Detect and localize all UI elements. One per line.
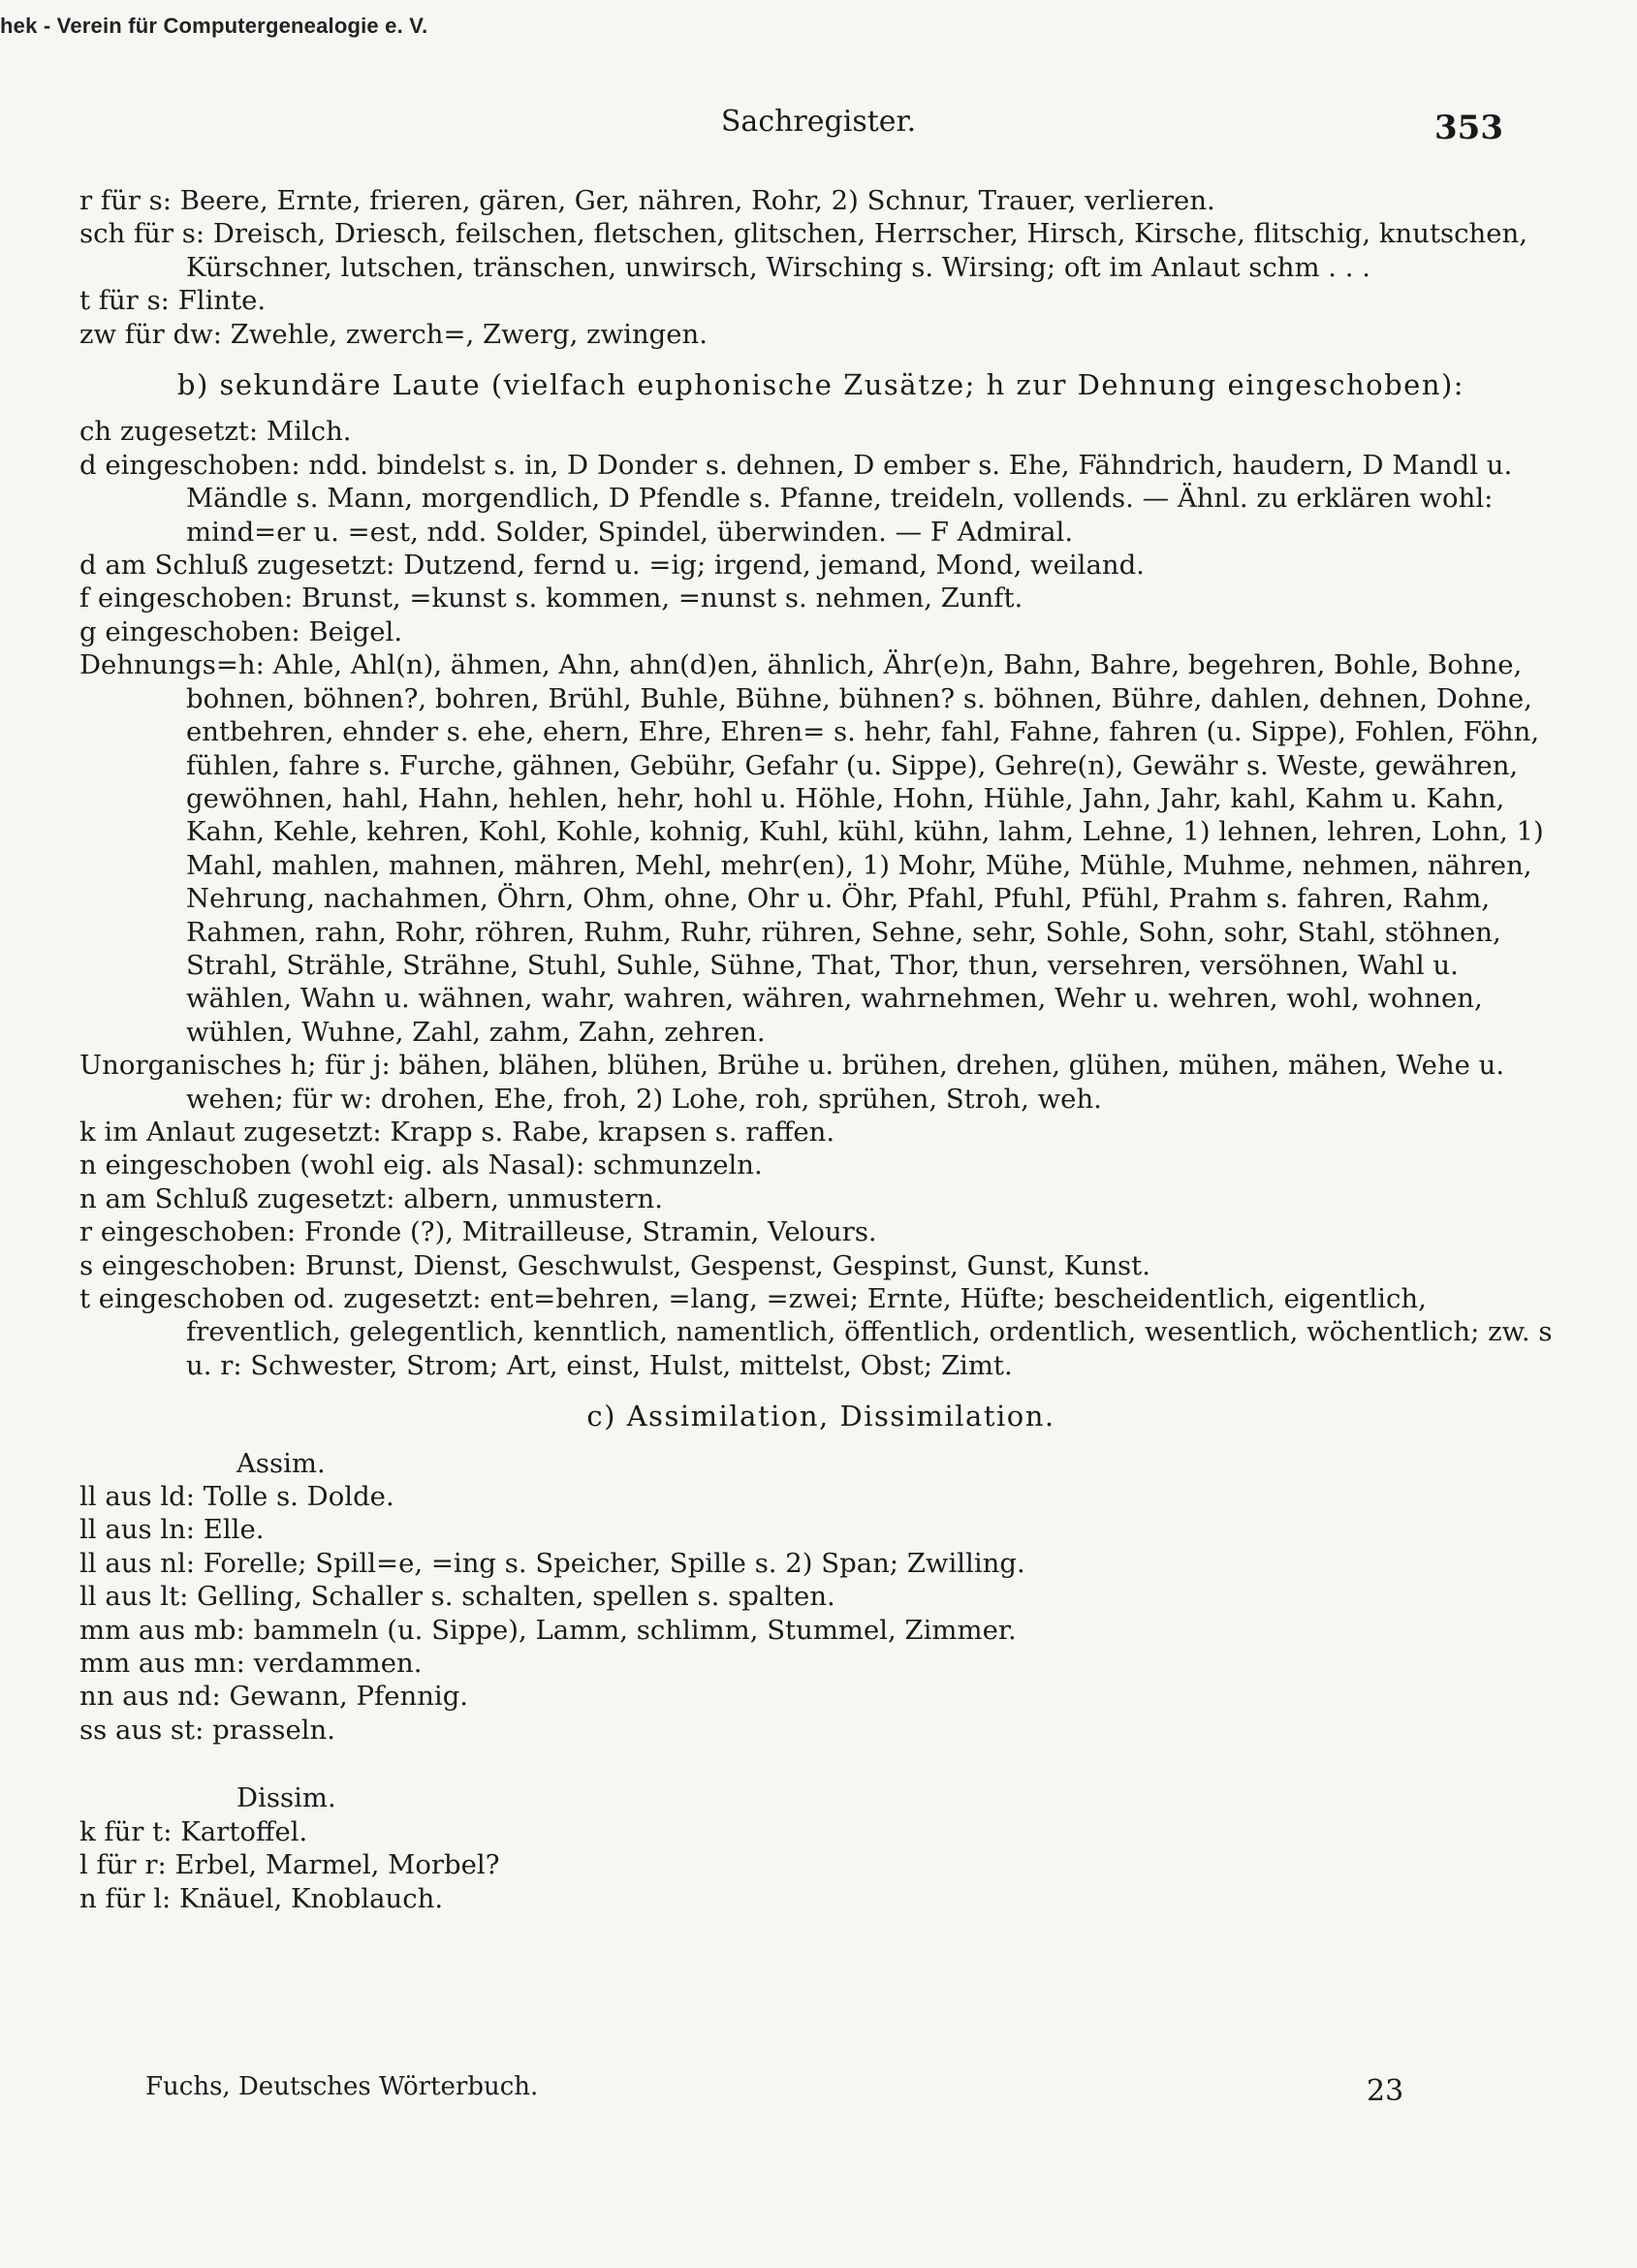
entry-assim: mm aus mn: verdammen. xyxy=(79,1648,423,1680)
entry-n-am-schluss: n am Schluß zugesetzt: albern, unmustern. xyxy=(79,1182,663,1214)
running-head: Sachregister. xyxy=(720,105,917,139)
entry-t-fuer-s: t für s: Flinte. xyxy=(79,285,267,317)
entry-assim: nn aus nd: Gewann, Pfennig. xyxy=(79,1681,469,1713)
entry-sch-fuer-s: sch für s: Dreisch, Driesch, feilschen, fletschen, glitschen, Herrscher, Hirsch, Kirsche, flitschig, knutschen, Kürschner, lutschen, tränschen, unwirsch, Wirsching s. Wirsing; oft im Anlaut schm . . . xyxy=(79,218,1527,283)
entry-r-eingeschoben: r eingeschoben: Fronde (?), Mitrailleuse, Stramin, Velours. xyxy=(79,1216,877,1248)
entry-g-eingeschoben: g eingeschoben: Beigel. xyxy=(79,615,403,647)
entry-dissim: l für r: Erbel, Marmel, Morbel? xyxy=(79,1849,500,1881)
subheading-dissim: Dissim. xyxy=(236,1782,336,1814)
entry-dissim: k für t: Kartoffel. xyxy=(79,1815,308,1847)
subheading-assim: Assim. xyxy=(236,1447,326,1479)
entry-dehnungs-h: Dehnungs=h: Ahle, Ahl(n), ähmen, Ahn, ahn(d)en, ähnlich, Ähr(e)n, Bahn, Bahre, begehren, Bohle, Bohne, bohnen, böhnen?, bohren, Brühl, Buhle, Bühne, bühnen? s. böhnen, Bühre, dahlen, dehnen, Dohne, entbehren, ehnder s. ehe, ehern, Ehre, Ehren= s. hehr, fahl, Fahne, fahren (u. Sippe), Fohlen, Föhn, fühlen, fahre s. Furche, gähnen, Gebühr, Gefahr (u. Sippe), Gehre(n), Gewähr s. Weste, gewähren, gewöhnen, hahl, Hahn, hehlen, hehr, hohl u. Höhle, Hohn, Hühle, Jahn, Jahr, kahl, Kahm u. Kahn, Kahn, Kehle, kehren, Kohl, Kohle, kohnig, Kuhl, kühl, kühn, lahm, Lehne, 1) lehnen, lehren, Lohn, 1) Mahl, mahlen, mahnen, mähren, Mehl, mehr(en), 1) Mohr, Mühe, Mühle, Muhme, nehmen, nähren, Nehrung, nachahmen, Öhrn, Ohm, ohne, Ohr u. Öhr, Pfahl, Pfuhl, Pfühl, Prahm s. fahren, Rahm, Rahmen, rahn, Rohr, röhren, Ruhm, Ruhr, rühren, Sehne, sehr, Sohle, Sohn, sohr, Stahl, stöhnen, Strahl, Strähle, Strähne, Stuhl, Suhle, Sühne, That, Thor, thun, versehren, versöhnen, Wahl u. wählen, Wahn u. wähnen, wahr, wahren, währen, wahrnehmen, Wehr u. wehren, wohl, wohnen, wühlen, Wuhne, Zahl, zahm, Zahn, zehren. xyxy=(79,649,1544,1048)
entry-r-fuer-s: r für s: Beere, Ernte, frieren, gären, Ger, nähren, Rohr, 2) Schnur, Trauer, verlieren. xyxy=(79,185,1215,216)
entry-zw-fuer-dw: zw für dw: Zwehle, zwerch=, Zwerg, zwingen. xyxy=(79,318,708,350)
watermark: hek - Verein für Computergenealogie e. V. xyxy=(0,14,428,38)
entry-dissim: n für l: Knäuel, Knoblauch. xyxy=(79,1882,444,1914)
page-body xyxy=(79,184,1562,1915)
entry-assim: ss aus st: prasseln. xyxy=(79,1714,335,1746)
footer-signature: 23 xyxy=(1367,2074,1404,2108)
entry-ch-zugesetzt: ch zugesetzt: Milch. xyxy=(79,416,352,448)
entry-assim: ll aus lt: Gelling, Schaller s. schalten, spellen s. spalten. xyxy=(79,1581,835,1613)
entry-d-eingeschoben: d eingeschoben: ndd. bindelst s. in, D Donder s. dehnen, D ember s. Ehe, Fähndrich, haudern, D Mandl u. Mändle s. Mann, morgendlich, D Pfendle s. Pfanne, treideln, vollends. — Ähnl. zu erklären wohl: mind=er u. =est, ndd. Solder, Spindel, überwinden. — F Admiral. xyxy=(79,449,1513,548)
entry-assim: ll aus ln: Elle. xyxy=(79,1514,265,1546)
entry-n-eingeschoben: n eingeschoben (wohl eig. als Nasal): schmunzeln. xyxy=(79,1150,763,1181)
entry-k-im-anlaut: k im Anlaut zugesetzt: Krapp s. Rabe, krapsen s. raffen. xyxy=(79,1116,835,1148)
section-heading-b: b) sekundäre Laute (vielfach euphonische Zusätze; h zur Dehnung eingeschoben): xyxy=(176,368,1465,402)
section-heading-c: c) Assimilation, Dissimilation. xyxy=(586,1400,1055,1433)
entry-unorganisches-h: Unorganisches h; für j: bähen, blähen, blühen, Brühe u. brühen, drehen, glühen, mühen, mähen, Wehe u. wehen; für w: drohen, Ehe, froh, 2) Lohe, roh, sprühen, Stroh, weh. xyxy=(79,1050,1505,1115)
footer-source: Fuchs, Deutsches Wörterbuch. xyxy=(145,2072,539,2101)
entry-f-eingeschoben: f eingeschoben: Brunst, =kunst s. kommen, =nunst s. nehmen, Zunft. xyxy=(79,583,1023,614)
entry-assim: mm aus mb: bammeln (u. Sippe), Lamm, schlimm, Stummel, Zimmer. xyxy=(79,1614,1017,1646)
entry-assim: ll aus nl: Forelle; Spill=e, =ing s. Speicher, Spille s. 2) Span; Zwilling. xyxy=(79,1547,1025,1579)
entry-t-eingeschoben: t eingeschoben od. zugesetzt: ent=behren, =lang, =zwei; Ernte, Hüfte; bescheidentlich, eigentlich, freventlich, gelegentlich, kenntlich, namentlich, öffentlich, ordentlich, wesentlich, wöchentlich; zw. s u. r: Schwester, Strom; Art, einst, Hulst, mittelst, Obst; Zimt. xyxy=(79,1283,1553,1381)
entry-assim: ll aus ld: Tolle s. Dolde. xyxy=(79,1481,394,1513)
page-number: 353 xyxy=(1434,109,1503,147)
entry-s-eingeschoben: s eingeschoben: Brunst, Dienst, Geschwulst, Gespenst, Gespinst, Gunst, Kunst. xyxy=(79,1249,1150,1281)
entry-d-am-schluss: d am Schluß zugesetzt: Dutzend, fernd u. =ig; irgend, jemand, Mond, weiland. xyxy=(79,550,1145,582)
